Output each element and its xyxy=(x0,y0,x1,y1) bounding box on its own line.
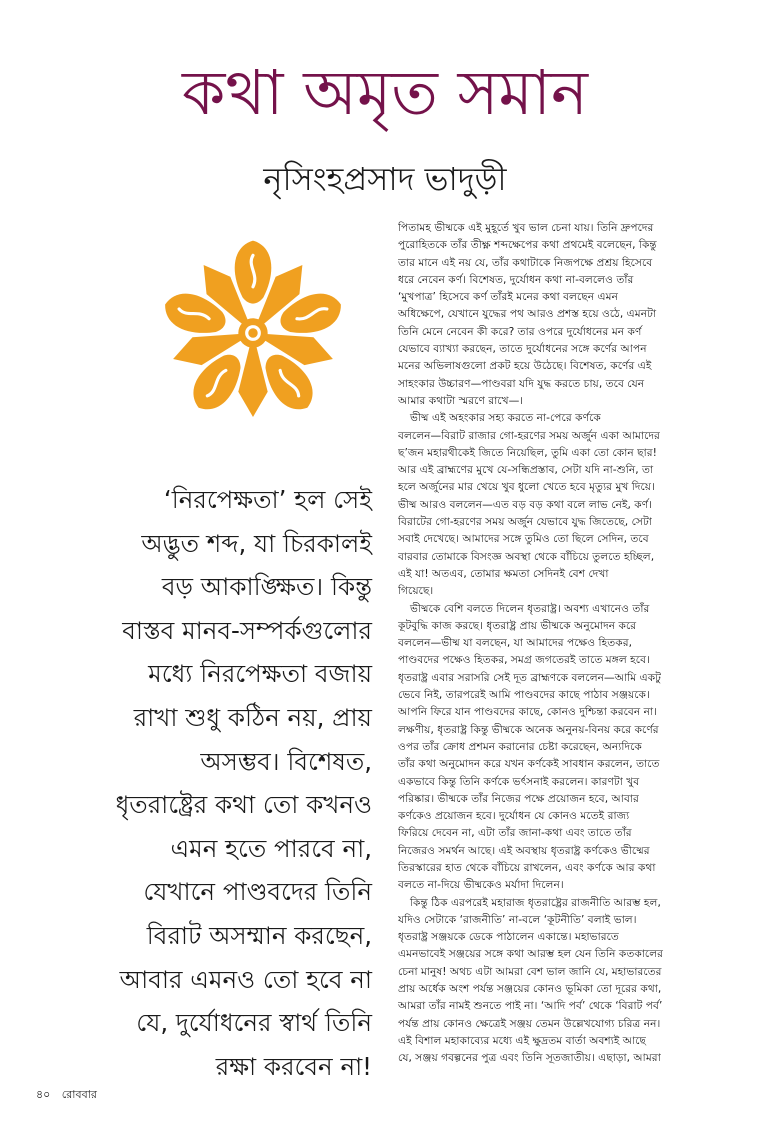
body-line: ছ’জন মহারথীকেই জিতে নিয়েছিল, তুমি একা তো কোন ছার! xyxy=(398,445,657,459)
page-footer xyxy=(36,1086,97,1105)
body-line: ধরে নেবেন কর্ণ। বিশেষত, দুর্যোধন কথা না-বললেও তাঁর xyxy=(398,272,634,286)
body-line: লক্ষণীয়, ধৃতরাষ্ট্র কিন্তু ভীষ্মকে অনেক অনুনয়-বিনয় করে কর্ণের xyxy=(398,722,659,736)
flower-motif-icon xyxy=(148,228,358,438)
pull-quote-line: যে, দুর্যোধনের স্বার্থ তিনি xyxy=(136,1008,372,1038)
body-line: তিনি মেনে নেবেন কী করে? তার ওপরে দুর্যোধনের মন কর্ণ xyxy=(398,324,642,338)
body-line: ওপর তাঁর ক্রোধ প্রশমন করানোর চেষ্টা করেছেন, অন্যদিকে xyxy=(398,739,642,753)
pull-quote-line: অদ্ভুত শব্দ, যা চিরকালই xyxy=(141,528,372,558)
body-line: আমরা তাঁর নামই শুনতে পাই না। ‘আদি পর্ব’ থেকে ‘বিরাট পর্ব’ xyxy=(398,999,663,1013)
body-line: যদিও সেটাকে ‘রাজনীতি’ না-বলে ‘কূটনীতি’ বলাই ভাল। xyxy=(398,912,637,926)
body-line: এমনভাবেই সঞ্জয়ের সঙ্গে কথা আরম্ভ হল যেন তিনি কতকালের xyxy=(398,947,664,961)
body-line: পরিষ্কার। ভীষ্মকে তাঁর নিজের পক্ষে প্রয়োজন হবে, আবার xyxy=(398,791,639,805)
body-line: পর্যন্ত প্রায় কোনও ক্ষেত্রেই সঞ্জয় তেমন উল্লেখযোগ্য চরিত্র নন। xyxy=(398,1016,661,1030)
page-number: ৪০ xyxy=(36,1088,51,1101)
body-line: কূটবুদ্ধি কাজ করছে। ধৃতরাষ্ট্র প্রায় ভীষ্মকে অনুমোদন করে xyxy=(398,618,637,632)
body-line: বিরাটের গো-হরণের সময় অর্জুন যেভাবে যুদ্ধ জিতেছে, সেটা xyxy=(398,515,652,529)
body-line: এই বিশাল মহাকাব্যের মধ্যে এই ক্ষুদ্রতম বার্তা অবশ্যই আছে xyxy=(398,1033,647,1047)
body-line: ধৃতরাষ্ট্র এবার সরাসরি সেই দূত ব্রাহ্মণকে বললেন—আমি একটু xyxy=(398,670,662,684)
magazine-name: রোববার xyxy=(61,1088,97,1101)
body-line: ভীষ্মকে বেশি বলতে দিলেন ধৃতরাষ্ট্র। অবশ্য এখানেও তাঁর xyxy=(410,601,650,615)
body-line: পাণ্ডবদের পক্ষেও হিতকর, সমগ্র জগতেরই তাতে মঙ্গল হবে। xyxy=(398,653,650,667)
body-line: একভাবে কিন্তু তিনি কর্ণকে ভর্ৎসনাই করলেন। কারণটা খুব xyxy=(398,774,640,788)
body-line: গিয়েছে। xyxy=(398,584,434,598)
body-line: অধিক্ষেপে, যেখানে যুদ্ধের পথ আরও প্রশস্ত হয়ে ওঠে, এমনটা xyxy=(398,307,657,321)
body-paragraph-3 xyxy=(398,600,704,894)
body-paragraph-1 xyxy=(398,219,704,409)
pull-quote-line: আবার এমনও তো হবে না xyxy=(119,964,372,994)
pull-quote-line: রাখা শুধু কঠিন নয়, প্রায় xyxy=(133,702,372,732)
pull-quote-line: ধৃতরাষ্ট্রের কথা তো কখনও xyxy=(115,790,372,820)
pull-quote-line: বিরাট অসম্মান করছেন, xyxy=(146,920,372,950)
body-line: তাঁর কথা অনুমোদন করে যখন কর্ণকেই সাবধান করলেন, তাতে xyxy=(398,757,660,771)
pull-quote-line: মধ্যে নিরপেক্ষতা বজায় xyxy=(148,659,372,689)
body-line: ফিরিয়ে দেবেন না, এটা তাঁর জানা-কথা এবং তাতে তাঁর xyxy=(398,826,632,840)
body-line: এই যা! অতএব, তোমার ক্ষমতা সেদিনই বেশ দেখা xyxy=(398,566,609,580)
body-line: তার মানে এই নয় যে, তাঁর কথাটাকে নিজপক্ষে প্রশ্রয় হিসেবে xyxy=(398,255,653,269)
body-line: বললেন—বিরাট রাজার গো-হরণের সময় অর্জুন একা আমাদের xyxy=(398,428,660,442)
pull-quote-line: রক্ষা করবেন না! xyxy=(215,1051,372,1081)
author-byline: নৃসিংহপ্রসাদ ভাদুড়ী xyxy=(263,160,507,198)
body-line: হলে অর্জুনের মার খেয়ে খুব ধুলো খেতে হবে মৃত্যুর মুখ দিয়ে। xyxy=(398,480,655,494)
pull-quote-line: যেখানে পাণ্ডবদের তিনি xyxy=(143,877,372,907)
body-line: পুরোহিতকে তাঁর তীক্ষ্ণ শব্দক্ষেপের কথা প্রথমেই বলেছেন, কিন্তু xyxy=(398,238,657,252)
body-line: নিজেরও সমর্থন আছে। এই অবস্থায় ধৃতরাষ্ট্র কর্ণকেও ভীষ্মের xyxy=(398,843,650,857)
body-paragraph-4 xyxy=(398,894,704,1067)
body-line: কর্ণকেও প্রয়োজন হবে। দুর্যোধন যে কোনও মতেই রাজ্য xyxy=(398,809,630,823)
body-line: মনের অভিলাষগুলো প্রকট হয়ে উঠেছে। বিশেষত, কর্ণের এই xyxy=(398,359,652,373)
body-line: যে, সঞ্জয় গবল্গনের পুত্র এবং তিনি সূতজাতীয়। এছাড়া, আমরা xyxy=(398,1051,661,1065)
body-line: চেনা মানুষ! অথচ এটা আমরা বেশ ভাল জানি যে, মহাভারতের xyxy=(398,964,662,978)
body-line: পিতামহ ভীষ্মকে এই মুহূর্তে খুব ভাল চেনা যায়। তিনি দ্রুপদের xyxy=(398,221,654,234)
body-line: ধৃতরাষ্ট্র সঞ্জয়কে ডেকে পাঠালেন একান্তে। মহাভারতে xyxy=(398,930,619,944)
body-line: বারবার তোমাকে বিসংজ্ঞ অবস্থা থেকে বাঁচিয়ে তুলতে হচ্ছিল, xyxy=(398,549,655,563)
body-line: তিরস্কারের হাত থেকে বাঁচিয়ে রাখলেন, এবং কর্ণকে আর কথা xyxy=(398,860,656,874)
pull-quote-line: ‘নিরপেক্ষতা’ হল সেই xyxy=(163,485,372,514)
pull-quote-line: বাস্তব মানব-সম্পর্কগুলোর xyxy=(122,615,372,645)
body-line: সবাই দেখেছে। আমাদের সঙ্গে তুমিও তো ছিলে সেদিন, তবে xyxy=(398,532,649,546)
body-line: প্রায় অর্ধেক অংশ পর্যন্ত সঞ্জয়ের কোনও ভূমিকা তো দূরের কথা, xyxy=(398,982,662,996)
body-line: ‘মুখপাত্র’ হিসেবে কর্ণ তাঁরই মনের কথা বলছেন এমন xyxy=(398,290,618,304)
body-line: আর এই ব্রাহ্মণের মুখে যে-সন্ধিপ্রস্তাব, সেটা যদি না-শুনি, তা xyxy=(398,463,654,477)
body-line: ভেবে নিই, তারপরেই আমি পাণ্ডবদের কাছে পাঠাব সঞ্জয়কে। xyxy=(398,688,650,702)
pull-quote xyxy=(70,478,372,1088)
body-line: কিন্তু ঠিক এরপরেই মহারাজ ধৃতরাষ্ট্রের রাজনীতি আরম্ভ হল, xyxy=(410,895,661,909)
body-line: সাহংকার উচ্চারণ—পাণ্ডবরা যদি যুদ্ধ করতে চায়, তবে যেন xyxy=(398,376,645,390)
article-body xyxy=(398,219,704,1067)
pull-quote-line: অসম্ভব। বিশেষত, xyxy=(200,746,372,776)
body-line: আমার কথাটা স্মরণে রাখে—। xyxy=(398,393,524,407)
article-title: কথা অমৃত সমান xyxy=(182,56,588,129)
body-line: ভীষ্ম এই অহংকার সহ্য করতে না-পেরে কর্ণকে xyxy=(410,411,601,425)
body-line: আপনি ফিরে যান পাণ্ডবদের কাছে, কোনও দুশ্চিন্তা করবেন না। xyxy=(398,705,657,719)
body-line: বলতে না-দিয়ে ভীষ্মকেও মর্যাদা দিলেন। xyxy=(398,878,564,892)
body-line: যেভাবে ব্যাখ্যা করছেন, তাতে দুর্যোধনের সঙ্গে কর্ণের আপন xyxy=(398,342,647,356)
body-paragraph-2 xyxy=(398,409,704,599)
body-line: বললেন—ভীষ্ম যা বলছেন, যা আমাদের পক্ষেও হিতকর, xyxy=(398,636,632,650)
pull-quote-line: এমন হতে পারবে না, xyxy=(170,833,372,863)
pull-quote-line: বড় আকাঙ্ক্ষিত। কিন্তু xyxy=(161,572,372,602)
body-line: ভীষ্ম আরও বললেন—এত বড় বড় কথা বলে লাভ নেই, কর্ণ। xyxy=(398,497,653,511)
